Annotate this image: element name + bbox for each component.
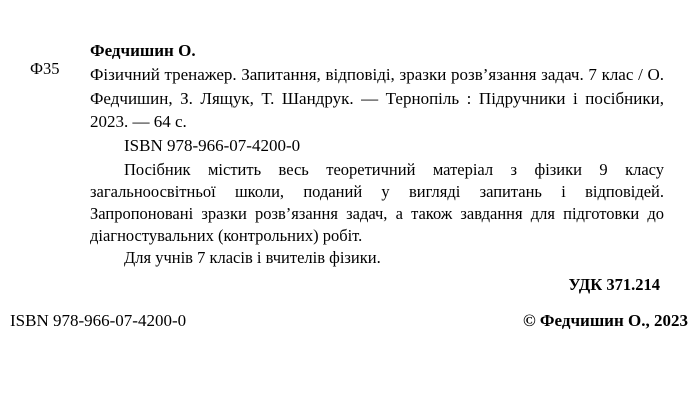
copyright-notice: © Федчишин О., 2023 bbox=[522, 311, 688, 330]
catalog-body bbox=[90, 40, 700, 295]
udk-code: УДК 371.214 bbox=[568, 274, 660, 294]
annotation-paragraph-1: Посібник містить весь теоретичний матеріал з фізики 9 класу загальноосвітньої школи, поданий у вигляді запитань і відповідей. Запропоновані зразки розв’язання задач, а також завдання для підготовки до діагностувальних (контрольних) робіт. bbox=[90, 159, 664, 245]
catalog-row bbox=[0, 40, 700, 295]
isbn-inner: ISBN 978-966-07-4200-0 bbox=[124, 135, 301, 155]
bibliographic-description: Фізичний тренажер. Запитання, відповіді, зразки розв’язання задач. 7 клас / О. Федчишин, З. Лящук, Т. Шандрук. — Тернопіль : Підручники і посібники, 2023. — 64 с. bbox=[90, 65, 664, 131]
isbn-footer: ISBN 978-966-07-4200-0 bbox=[10, 311, 187, 330]
catalog-card-block bbox=[0, 40, 700, 295]
catalog-classification-code: Ф35 bbox=[30, 59, 60, 78]
annotation-paragraph-2: Для учнів 7 класів і вчителів фізики. bbox=[124, 247, 381, 267]
author-name: Федчишин О. bbox=[90, 41, 196, 60]
page-footer bbox=[0, 311, 700, 331]
